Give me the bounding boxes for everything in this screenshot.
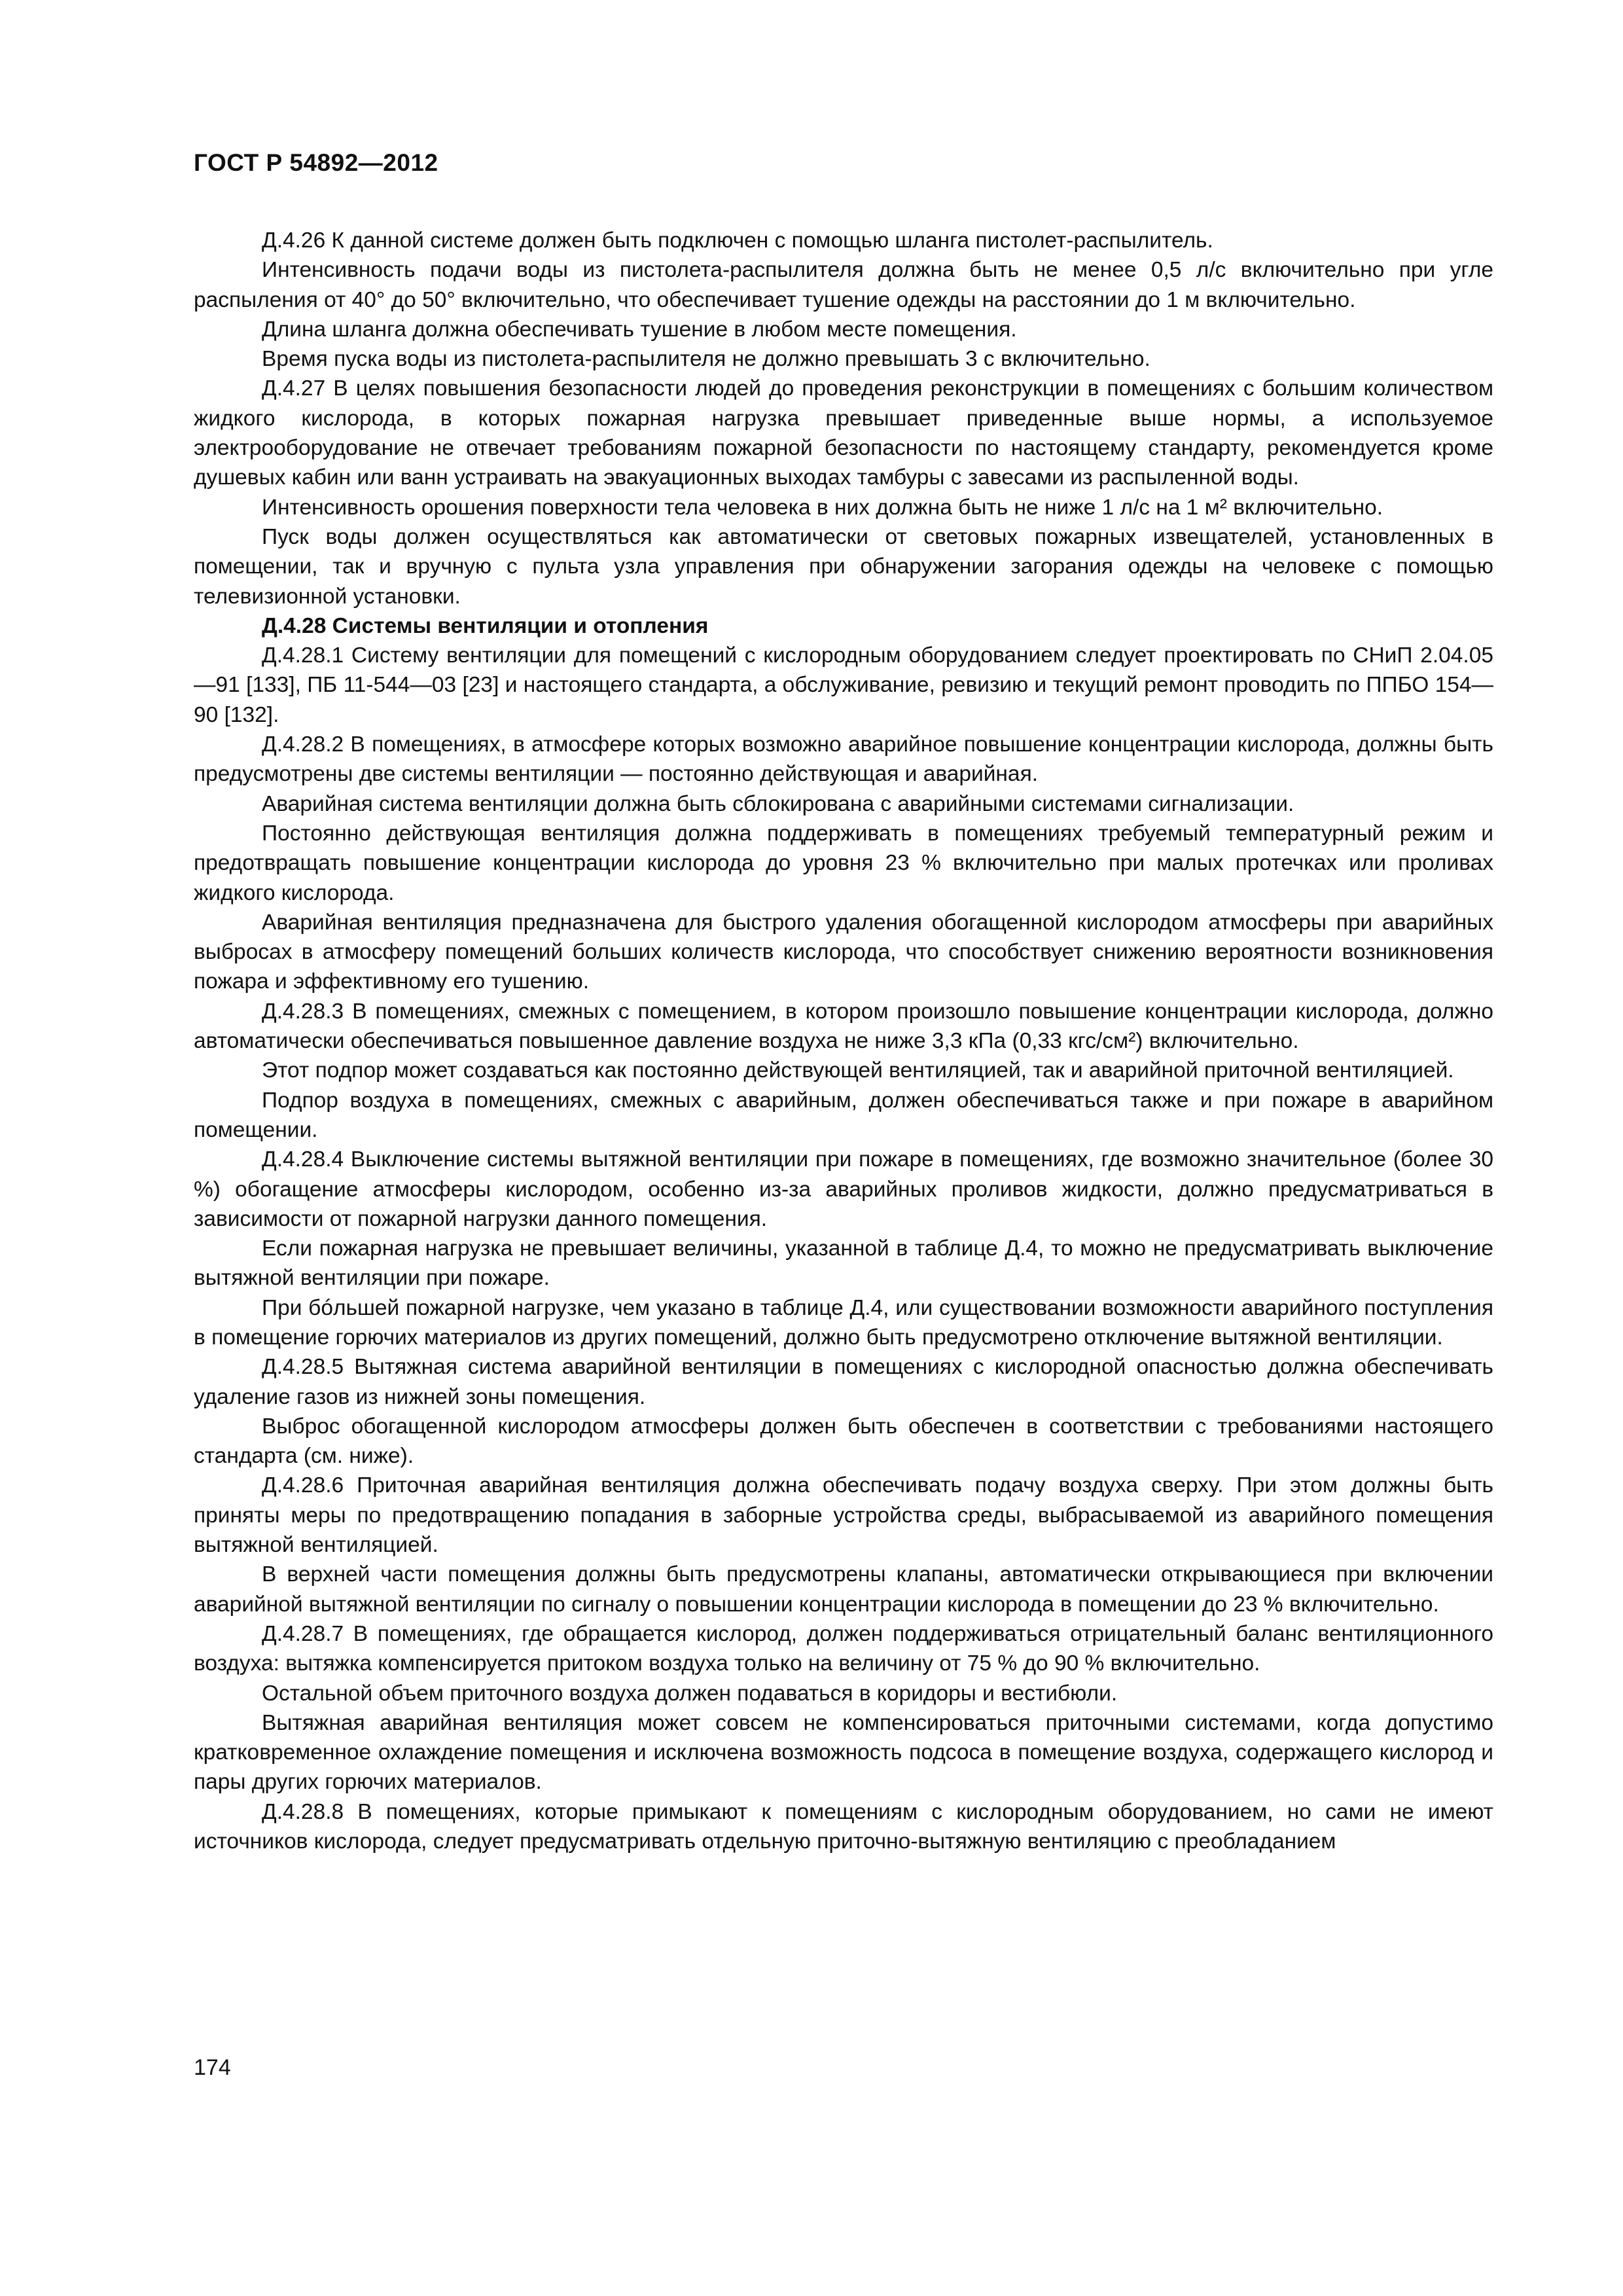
paragraph: Д.4.28.1 Систему вентиляции для помещений с кислородным оборудованием следует проектировать по СНиП 2.04.05—91 [133], ПБ 11-544—03 [23] и настоящего стандарта, а обслуживание, ревизию и текущий ремонт проводить по ППБО 154—90 [132]. bbox=[194, 643, 1493, 727]
paragraph: Аварийная вентиляция предназначена для быстрого удаления обогащенной кислородом атмосферы при аварийных выбросах в атмосферу помещений больших количеств кислорода, что способствует снижению вероятности возникновения пожара и эффективному его тушению. bbox=[194, 910, 1493, 994]
paragraph: Выброс обогащенной кислородом атмосферы должен быть обеспечен в соответствии с требованиями настоящего стандарта (см. ниже). bbox=[194, 1414, 1493, 1469]
paragraph: Д.4.28.4 Выключение системы вытяжной вентиляции при пожаре в помещениях, где возможно значительное (более 30 %) обогащение атмосферы кислородом, особенно из-за аварийных проливов жидкости, должно предусматриваться в зависимости от пожарной нагрузки данного помещения. bbox=[194, 1147, 1493, 1231]
paragraph: Время пуска воды из пистолета-распылителя не должно превышать 3 с включительно. bbox=[262, 347, 1150, 372]
paragraph: Этот подпор может создаваться как постоянно действующей вентиляцией, так и аварийной приточной вентиляцией. bbox=[262, 1058, 1454, 1083]
paragraph: Остальной объем приточного воздуха должен подаваться в коридоры и вестибюли. bbox=[262, 1681, 1118, 1706]
paragraph: Постоянно действующая вентиляция должна поддерживать в помещениях требуемый температурный режим и предотвращать повышение концентрации кислорода до уровня 23 % включительно при малых протечках или проливах жидкого кислорода. bbox=[194, 821, 1493, 905]
paragraph: Длина шланга должна обеспечивать тушение в любом месте помещения. bbox=[262, 317, 1017, 342]
paragraph: Д.4.28.2 В помещениях, в атмосфере которых возможно аварийное повышение концентрации кислорода, должны быть предусмотрены две системы вентиляции — постоянно действующая и аварийная. bbox=[194, 732, 1493, 787]
paragraph: Д.4.28.5 Вытяжная система аварийной вентиляции в помещениях с кислородной опасностью должна обеспечивать удаление газов из нижней зоны помещения. bbox=[194, 1355, 1493, 1409]
paragraph: Д.4.28.6 Приточная аварийная вентиляция должна обеспечивать подачу воздуха сверху. При этом должны быть приняты меры по предотвращению попадания в заборные устройства среды, выбрасываемой из аварийного помещения вытяжной вентиляцией. bbox=[194, 1473, 1493, 1558]
paragraph: Д.4.27 В целях повышения безопасности людей до проведения реконструкции в помещениях с большим количеством жидкого кислорода, в которых пожарная нагрузка превышает приведенные выше нормы, а используемое электрооборудование не отвечает требованиям пожарной безопасности по настоящему стандарту, рекомендуется кроме душевых кабин или ванн устраивать на эвакуационных выходах тамбуры с завесами из распыленной воды. bbox=[194, 376, 1493, 490]
paragraph: Интенсивность орошения поверхности тела человека в них должна быть не ниже 1 л/с на 1 м² включительно. bbox=[262, 495, 1383, 520]
paragraph: Вытяжная аварийная вентиляция может совсем не компенсироваться приточными системами, когда допустимо кратковременное охлаждение помещения и исключена возможность подсоса в помещение воздуха, содержащего кислород и пары других горючих материалов. bbox=[194, 1710, 1493, 1795]
paragraph: Д.4.26 К данной системе должен быть подключен с помощью шланга пистолет-распылитель. bbox=[262, 228, 1213, 253]
paragraph: Если пожарная нагрузка не превышает величины, указанной в таблице Д.4, то можно не предусматривать выключение вытяжной вентиляции при пожаре. bbox=[194, 1236, 1493, 1291]
standard-header: ГОСТ Р 54892—2012 bbox=[194, 149, 438, 176]
section-heading: Д.4.28 Системы вентиляции и отопления bbox=[262, 613, 709, 638]
document-body bbox=[194, 226, 1493, 1856]
paragraph: При бóльшей пожарной нагрузке, чем указано в таблице Д.4, или существовании возможности аварийного поступления в помещение горючих материалов из других помещений, должно быть предусмотрено отключение вытяжной вентиляции. bbox=[194, 1295, 1493, 1350]
paragraph: Подпор воздуха в помещениях, смежных с аварийным, должен обеспечиваться также и при пожаре в аварийном помещении. bbox=[194, 1088, 1493, 1142]
paragraph: Д.4.28.8 В помещениях, которые примыкают к помещениям с кислородным оборудованием, но сами не имеют источников кислорода, следует предусматривать отдельную приточно-вытяжную вентиляцию с преобладанием bbox=[194, 1799, 1493, 1854]
paragraph: Пуск воды должен осуществляться как автоматически от световых пожарных извещателей, установленных в помещении, так и вручную с пульта узла управления при обнаружении загорания одежды на человеке с помощью телевизионной установки. bbox=[194, 524, 1493, 609]
page-number: 174 bbox=[194, 2055, 231, 2080]
paragraph: Аварийная система вентиляции должна быть сблокирована с аварийными системами сигнализации. bbox=[262, 791, 1294, 816]
paragraph: Интенсивность подачи воды из пистолета-распылителя должна быть не менее 0,5 л/с включительно при угле распыления от 40° до 50° включительно, что обеспечивает тушение одежды на расстоянии до 1 м включительно. bbox=[194, 258, 1493, 312]
paragraph: Д.4.28.7 В помещениях, где обращается кислород, должен поддерживаться отрицательный баланс вентиляционного воздуха: вытяжка компенсируется притоком воздуха только на величину от 75 % до 90 % включительно. bbox=[194, 1621, 1493, 1676]
paragraph: В верхней части помещения должны быть предусмотрены клапаны, автоматически открывающиеся при включении аварийной вытяжной вентиляции по сигналу о повышении концентрации кислорода в помещении до 23 % включительно. bbox=[194, 1562, 1493, 1617]
paragraph: Д.4.28.3 В помещениях, смежных с помещением, в котором произошло повышение концентрации кислорода, должно автоматически обеспечиваться повышенное давление воздуха не ниже 3,3 кПа (0,33 кгс/см²) включительно. bbox=[194, 999, 1493, 1054]
